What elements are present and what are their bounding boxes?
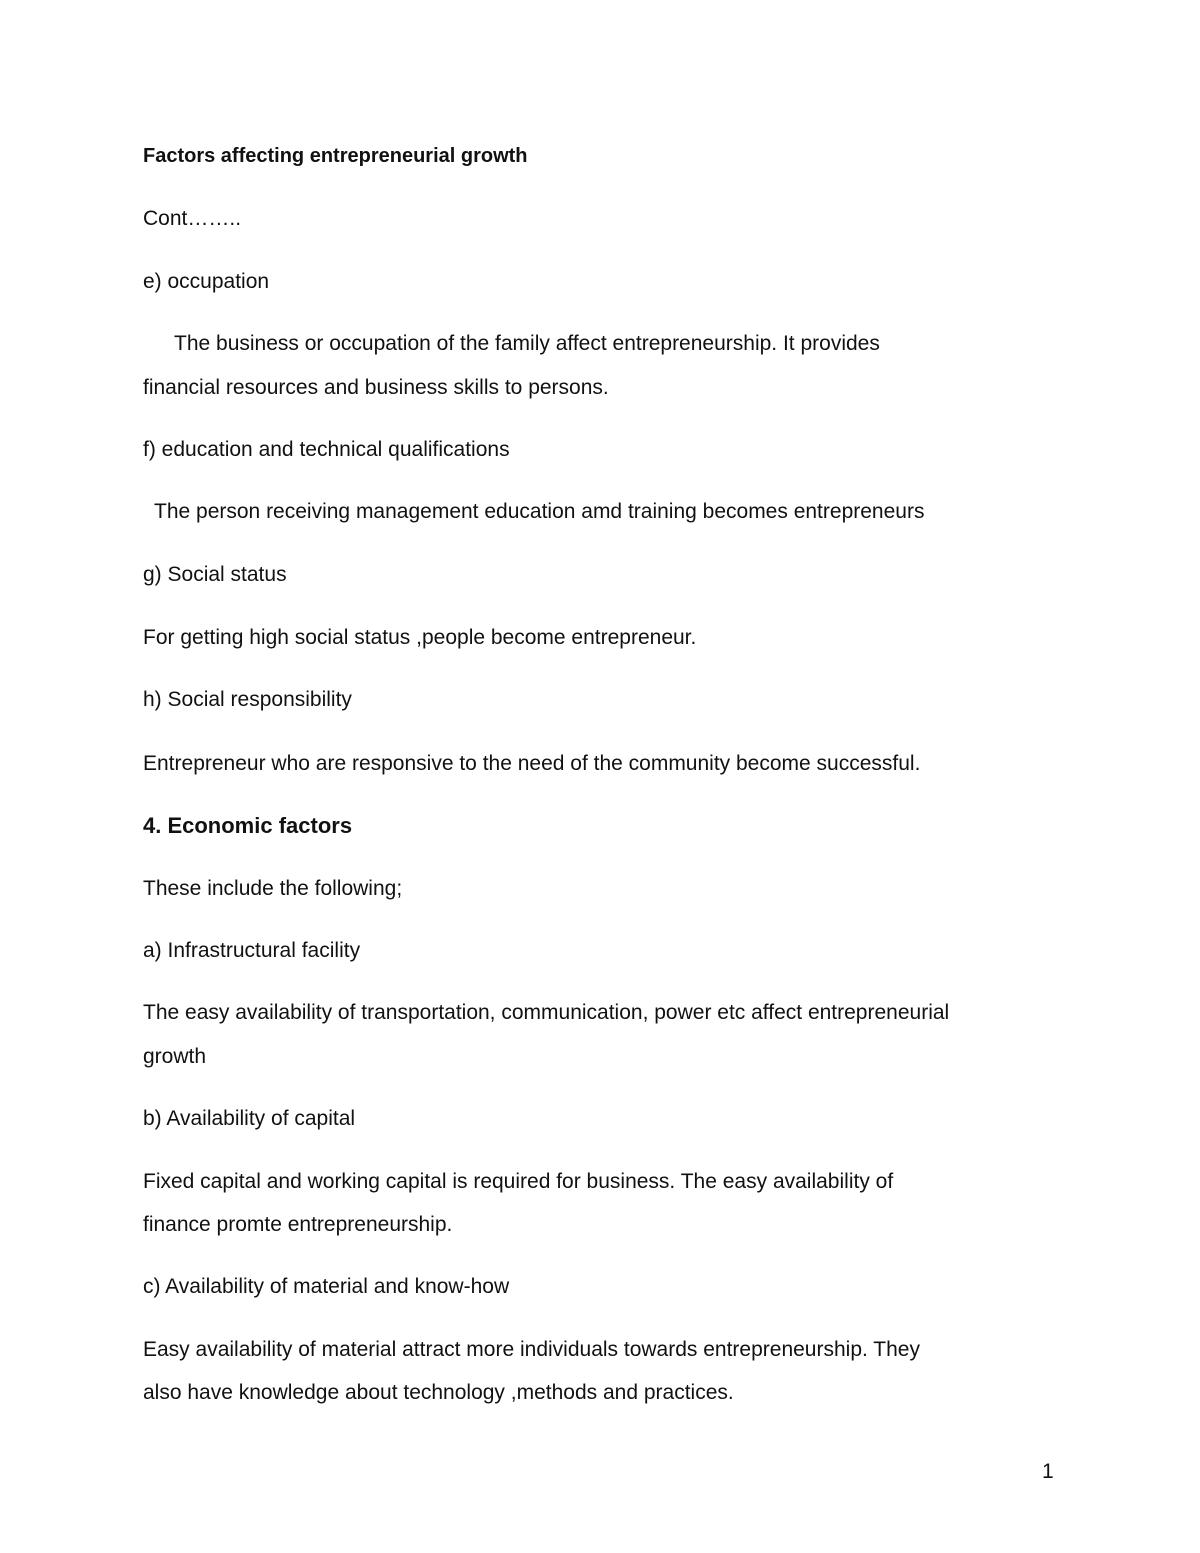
item-c-body-line-1: Easy availability of material attract more individuals towards entrepreneurship. They — [143, 1338, 920, 1361]
item-e-body-line-1: The business or occupation of the family affect entrepreneurship. It provides — [174, 332, 880, 355]
document-title: Factors affecting entrepreneurial growth — [143, 145, 528, 167]
item-a-body-line-1: The easy availability of transportation, communication, power etc affect entrepreneurial — [143, 1001, 950, 1024]
item-h-heading: h) Social responsibility — [143, 688, 352, 711]
item-h-body-line-1: Entrepreneur who are responsive to the need of the community become successful. — [143, 752, 921, 775]
continuation-text: Cont…….. — [143, 207, 242, 230]
item-b-heading: b) Availability of capital — [143, 1107, 356, 1130]
item-c-heading: c) Availability of material and know-how — [143, 1275, 510, 1298]
item-f-body-line-1: The person receiving management education amd training becomes entrepreneurs — [154, 500, 925, 523]
item-b-body-line-2: finance promte entrepreneurship. — [143, 1213, 453, 1236]
item-g-body-line-1: For getting high social status ,people become entrepreneur. — [143, 626, 697, 649]
item-g-heading: g) Social status — [143, 563, 287, 586]
item-e-heading: e) occupation — [143, 270, 270, 293]
item-b-body-line-1: Fixed capital and working capital is required for business. The easy availability of — [143, 1170, 894, 1193]
item-f-heading: f) education and technical qualifications — [143, 438, 510, 461]
section-intro: These include the following; — [143, 877, 403, 900]
item-a-heading: a) Infrastructural facility — [143, 939, 361, 962]
section-heading: 4. Economic factors — [143, 813, 353, 838]
item-a-body-line-2: growth — [143, 1045, 207, 1068]
page-number: 1 — [1042, 1460, 1054, 1483]
item-e-body-line-2: financial resources and business skills to persons. — [143, 376, 609, 399]
item-c-body-line-2: also have knowledge about technology ,methods and practices. — [143, 1381, 734, 1404]
